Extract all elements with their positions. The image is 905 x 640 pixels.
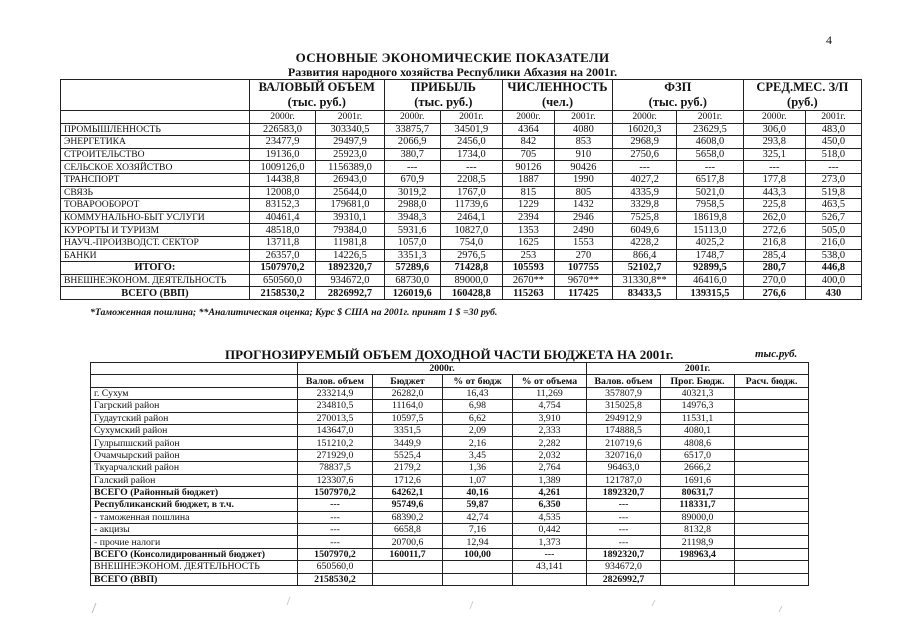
table2-col-header: Расч. бюдж. — [735, 375, 809, 387]
data-cell: 95749,6 — [373, 499, 443, 511]
data-cell: 121787,0 — [587, 474, 661, 486]
row-label: г. Сухум — [91, 387, 298, 399]
data-cell: 320716,0 — [587, 449, 661, 461]
scan-speck — [652, 600, 655, 606]
data-cell: 15113,0 — [677, 224, 743, 237]
data-cell: 3449,9 — [373, 437, 443, 449]
data-cell: 2158530,2 — [249, 287, 315, 300]
data-cell: 2,09 — [443, 424, 513, 436]
data-cell: 79384,0 — [316, 224, 384, 237]
data-cell: 2968,9 — [612, 136, 676, 149]
data-cell: 40321,3 — [661, 387, 735, 399]
table1-group-header: ПРИБЫЛЬ (тыс. руб.) — [384, 80, 502, 111]
data-cell: 26357,0 — [249, 249, 315, 262]
data-cell: 4025,2 — [677, 236, 743, 249]
data-cell: 3948,3 — [384, 211, 440, 224]
budget-table-title: ПРОГНОЗИРУЕМЫЙ ОБЪЕМ ДОХОДНОЙ ЧАСТИ БЮДЖЕТА НА 2001г. — [225, 347, 674, 362]
data-cell: 2666,2 — [661, 462, 735, 474]
data-cell: 78837,5 — [298, 462, 373, 474]
data-cell: 443,3 — [743, 186, 805, 199]
year-header: 2001г. — [440, 111, 502, 124]
data-cell: 1507970,2 — [298, 486, 373, 498]
data-cell: 2066,9 — [384, 136, 440, 149]
data-cell: 3329,8 — [612, 199, 676, 212]
data-cell: --- — [513, 548, 587, 560]
data-cell: 216,0 — [805, 236, 861, 249]
data-cell: 174888,5 — [587, 424, 661, 436]
table1-group-header: ФЗП (тыс. руб.) — [612, 80, 743, 111]
row-label: Галский район — [91, 474, 298, 486]
data-cell: 31330,8** — [612, 274, 676, 287]
data-cell: 4,261 — [513, 486, 587, 498]
data-cell: 64262,1 — [373, 486, 443, 498]
table1-group-header: ЧИСЛЕННОСТЬ (чел.) — [502, 80, 612, 111]
data-cell: 4080 — [554, 123, 612, 136]
data-cell: 68390,2 — [373, 511, 443, 523]
row-label: ТОВАРООБОРОТ — [61, 199, 250, 212]
data-cell: 1,07 — [443, 474, 513, 486]
data-cell: 12,94 — [443, 536, 513, 548]
data-cell: 519,8 — [805, 186, 861, 199]
data-cell: 2,16 — [443, 437, 513, 449]
data-cell: 4228,2 — [612, 236, 676, 249]
data-cell: 2490 — [554, 224, 612, 237]
data-cell: 12008,0 — [249, 186, 315, 199]
data-cell: 446,8 — [805, 262, 861, 275]
data-cell: 3,45 — [443, 449, 513, 461]
data-cell: --- — [440, 161, 502, 174]
data-cell: 272,6 — [743, 224, 805, 237]
scan-speck — [470, 601, 473, 609]
data-cell: --- — [298, 536, 373, 548]
data-cell: 1734,0 — [440, 148, 502, 161]
data-cell: 71428,8 — [440, 262, 502, 275]
row-label: КОММУНАЛЬНО-БЫТ УСЛУГИ — [61, 211, 250, 224]
data-cell: 754,0 — [440, 236, 502, 249]
data-cell: 40461,4 — [249, 211, 315, 224]
data-cell: 126019,6 — [384, 287, 440, 300]
data-cell: 5931,6 — [384, 224, 440, 237]
data-cell: 7525,8 — [612, 211, 676, 224]
data-cell: 1,36 — [443, 462, 513, 474]
data-cell: 6517,0 — [661, 449, 735, 461]
data-cell: 14226,5 — [316, 249, 384, 262]
data-cell: 3,910 — [513, 412, 587, 424]
data-cell: 14976,3 — [661, 400, 735, 412]
data-cell: --- — [677, 161, 743, 174]
data-cell: 115263 — [502, 287, 554, 300]
data-cell: 13711,8 — [249, 236, 315, 249]
table2-year-2001: 2001г. — [587, 363, 809, 375]
row-label: ПРОМЫШЛЕННОСТЬ — [61, 123, 250, 136]
budget-table-unit: тыс.руб. — [755, 348, 798, 360]
data-cell: 20700,6 — [373, 536, 443, 548]
table2-col-header: Валов. объем — [298, 375, 373, 387]
data-cell: 4027,2 — [612, 173, 676, 186]
data-cell: 7,16 — [443, 524, 513, 536]
data-cell: 80631,7 — [661, 486, 735, 498]
data-cell: 853 — [554, 136, 612, 149]
data-cell: 1507970,2 — [249, 262, 315, 275]
data-cell: 5658,0 — [677, 148, 743, 161]
data-cell: 216,8 — [743, 236, 805, 249]
data-cell: 805 — [554, 186, 612, 199]
data-cell: 1892320,7 — [316, 262, 384, 275]
data-cell: 89000,0 — [661, 511, 735, 523]
table2-col-header: % от объема — [513, 375, 587, 387]
data-cell: 2750,6 — [612, 148, 676, 161]
data-cell: 18619,8 — [677, 211, 743, 224]
data-cell: --- — [743, 161, 805, 174]
row-label: Очамчырский район — [91, 449, 298, 461]
data-cell: 5525,4 — [373, 449, 443, 461]
data-cell: 650560,0 — [249, 274, 315, 287]
data-cell: 6049,6 — [612, 224, 676, 237]
row-label: ВНЕШНЕЭКОНОМ. ДЕЯТЕЛЬНОСТЬ — [61, 274, 250, 287]
document-title: ОСНОВНЫЕ ЭКОНОМИЧЕСКИЕ ПОКАЗАТЕЛИ — [295, 50, 610, 65]
data-cell: 23629,5 — [677, 123, 743, 136]
row-label: Гудаутский район — [91, 412, 298, 424]
row-label: - таможенная пошлина — [91, 511, 298, 523]
scan-speck — [287, 597, 290, 605]
data-cell: 29497,9 — [316, 136, 384, 149]
data-cell: --- — [587, 511, 661, 523]
data-cell: 842 — [502, 136, 554, 149]
data-cell: 4080,1 — [661, 424, 735, 436]
year-header: 2000г. — [612, 111, 676, 124]
data-cell: 315025,8 — [587, 400, 661, 412]
data-cell: 105593 — [502, 262, 554, 275]
row-label: СВЯЗЬ — [61, 186, 250, 199]
row-label: ВСЕГО (ВВП) — [61, 287, 250, 300]
row-label: ТРАНСПОРТ — [61, 173, 250, 186]
data-cell: 6,350 — [513, 499, 587, 511]
year-header: 2001г. — [316, 111, 384, 124]
data-cell: 6658,8 — [373, 524, 443, 536]
data-cell: 40,16 — [443, 486, 513, 498]
data-cell: 303340,5 — [316, 123, 384, 136]
data-cell: 4608,0 — [677, 136, 743, 149]
row-label: Гулрыпшский район — [91, 437, 298, 449]
data-cell: 1,373 — [513, 536, 587, 548]
data-cell: 450,0 — [805, 136, 861, 149]
row-label: ВНЕШНЕЭКОНОМ. ДЕЯТЕЛЬНОСТЬ — [91, 561, 298, 573]
data-cell: 117425 — [554, 287, 612, 300]
data-cell: 19136,0 — [249, 148, 315, 161]
data-cell: 538,0 — [805, 249, 861, 262]
data-cell: 262,0 — [743, 211, 805, 224]
row-label: СЕЛЬСКОЕ ХОЗЯЙСТВО — [61, 161, 250, 174]
row-label: Сухумский район — [91, 424, 298, 436]
year-header: 2000г. — [502, 111, 554, 124]
row-label: - акцизы — [91, 524, 298, 536]
data-cell: 100,00 — [443, 548, 513, 560]
data-cell: 96463,0 — [587, 462, 661, 474]
row-label: Республиканский бюджет, в т.ч. — [91, 499, 298, 511]
data-cell: 68730,0 — [384, 274, 440, 287]
data-cell: 3351,3 — [384, 249, 440, 262]
data-cell: 270,0 — [743, 274, 805, 287]
data-cell: --- — [298, 524, 373, 536]
data-cell: 293,8 — [743, 136, 805, 149]
data-cell: 2988,0 — [384, 199, 440, 212]
data-cell: --- — [384, 161, 440, 174]
data-cell: --- — [298, 499, 373, 511]
data-cell: 2179,2 — [373, 462, 443, 474]
data-cell: 285,4 — [743, 249, 805, 262]
data-cell: 90126 — [502, 161, 554, 174]
row-label: НАУЧ.-ПРОИЗВОДСТ. СЕКТОР — [61, 236, 250, 249]
data-cell: 1767,0 — [440, 186, 502, 199]
row-label: Гагрский район — [91, 400, 298, 412]
data-cell: 25923,0 — [316, 148, 384, 161]
data-cell: 2,282 — [513, 437, 587, 449]
table1-group-header: СРЕД.МЕС. З/П (руб.) — [743, 80, 861, 111]
data-cell: 42,74 — [443, 511, 513, 523]
table1-group-header: ВАЛОВЫЙ ОБЪЕМ (тыс. руб.) — [249, 80, 384, 111]
data-cell: 0,442 — [513, 524, 587, 536]
data-cell: 1887 — [502, 173, 554, 186]
data-cell: 1892320,7 — [587, 486, 661, 498]
table2-col-header: Прог. Бюдж. — [661, 375, 735, 387]
data-cell: 89000,0 — [440, 274, 502, 287]
data-cell: 6,98 — [443, 400, 513, 412]
data-cell: 2976,5 — [440, 249, 502, 262]
document-subtitle: Развития народного хозяйства Республики Абхазия на 2001г. — [287, 65, 618, 79]
data-cell: 273,0 — [805, 173, 861, 186]
data-cell: 2456,0 — [440, 136, 502, 149]
data-cell: 526,7 — [805, 211, 861, 224]
data-cell: 294912,9 — [587, 412, 661, 424]
data-cell: 1691,6 — [661, 474, 735, 486]
data-cell: 1712,6 — [373, 474, 443, 486]
data-cell: 26282,0 — [373, 387, 443, 399]
data-cell: 2464,1 — [440, 211, 502, 224]
table2-col-header: Валов. объем — [587, 375, 661, 387]
data-cell: 325,1 — [743, 148, 805, 161]
data-cell: 48518,0 — [249, 224, 315, 237]
year-header: 2001г. — [805, 111, 861, 124]
data-cell: 934672,0 — [316, 274, 384, 287]
data-cell: 815 — [502, 186, 554, 199]
year-header: 2000г. — [249, 111, 315, 124]
row-label: ВСЕГО (Районный бюджет) — [91, 486, 298, 498]
data-cell: --- — [587, 536, 661, 548]
data-cell: 143647,0 — [298, 424, 373, 436]
data-cell: 650560,0 — [298, 561, 373, 573]
data-cell: 179681,0 — [316, 199, 384, 212]
data-cell: 10597,5 — [373, 412, 443, 424]
row-label: - прочие налоги — [91, 536, 298, 548]
data-cell: 11981,8 — [316, 236, 384, 249]
data-cell: 1507970,2 — [298, 548, 373, 560]
data-cell: 1229 — [502, 199, 554, 212]
data-cell: 4364 — [502, 123, 554, 136]
data-cell: 123307,6 — [298, 474, 373, 486]
data-cell: --- — [298, 511, 373, 523]
data-cell: 59,87 — [443, 499, 513, 511]
scan-speck — [92, 603, 96, 613]
data-cell: 280,7 — [743, 262, 805, 275]
page-number: 4 — [826, 33, 832, 47]
data-cell: 83152,3 — [249, 199, 315, 212]
scan-speck — [779, 606, 782, 612]
data-cell: 1,389 — [513, 474, 587, 486]
data-cell: 57289,6 — [384, 262, 440, 275]
data-cell: 39310,1 — [316, 211, 384, 224]
data-cell: 270013,5 — [298, 412, 373, 424]
data-cell: 90426 — [554, 161, 612, 174]
data-cell: 4,535 — [513, 511, 587, 523]
row-label: КУРОРТЫ И ТУРИЗМ — [61, 224, 250, 237]
data-cell: 934672,0 — [587, 561, 661, 573]
data-cell: 5021,0 — [677, 186, 743, 199]
data-cell: 705 — [502, 148, 554, 161]
row-label: БАНКИ — [61, 249, 250, 262]
row-label: ИТОГО: — [61, 262, 250, 275]
data-cell: 160011,7 — [373, 548, 443, 560]
data-cell: 910 — [554, 148, 612, 161]
data-cell: 83433,5 — [612, 287, 676, 300]
data-cell: 1432 — [554, 199, 612, 212]
data-cell: 1990 — [554, 173, 612, 186]
data-cell: 225,8 — [743, 199, 805, 212]
data-cell: 14438,8 — [249, 173, 315, 186]
data-cell: 483,0 — [805, 123, 861, 136]
table1-footnote: *Таможенная пошлина; **Аналитическая оценка; Курс $ США на 2001г. принят 1 $ =30 руб. — [90, 307, 498, 318]
data-cell: 210719,6 — [587, 437, 661, 449]
data-cell: 43,141 — [513, 561, 587, 573]
data-cell: 357807,9 — [587, 387, 661, 399]
data-cell: 33875,7 — [384, 123, 440, 136]
data-cell: 226583,0 — [249, 123, 315, 136]
data-cell: 463,5 — [805, 199, 861, 212]
data-cell: 198963,4 — [661, 548, 735, 560]
data-cell: 670,9 — [384, 173, 440, 186]
data-cell: 2826992,7 — [316, 287, 384, 300]
data-cell: 1892320,7 — [587, 548, 661, 560]
data-cell: 430 — [805, 287, 861, 300]
data-cell: 3019,2 — [384, 186, 440, 199]
row-label: Ткуарчалский район — [91, 462, 298, 474]
data-cell: 26943,0 — [316, 173, 384, 186]
data-cell: 276,6 — [743, 287, 805, 300]
data-cell: 400,0 — [805, 274, 861, 287]
data-cell: 6,62 — [443, 412, 513, 424]
data-cell: 2826992,7 — [587, 573, 661, 585]
year-header: 2001г. — [554, 111, 612, 124]
row-label: ЭНЕРГЕТИКА — [61, 136, 250, 149]
data-cell: 1553 — [554, 236, 612, 249]
row-label: ВСЕГО (ВВП) — [91, 573, 298, 585]
data-cell: 46416,0 — [677, 274, 743, 287]
data-cell: --- — [587, 524, 661, 536]
data-cell: 1156389,0 — [316, 161, 384, 174]
data-cell: 2,764 — [513, 462, 587, 474]
data-cell: 2670** — [502, 274, 554, 287]
data-cell: 505,0 — [805, 224, 861, 237]
data-cell: 2,032 — [513, 449, 587, 461]
table2-col-header: Бюджет — [373, 375, 443, 387]
data-cell: 1009126,0 — [249, 161, 315, 174]
data-cell: 271929,0 — [298, 449, 373, 461]
year-header: 2001г. — [677, 111, 743, 124]
data-cell: 3351,5 — [373, 424, 443, 436]
data-cell: --- — [587, 499, 661, 511]
data-cell: --- — [612, 161, 676, 174]
data-cell: 107755 — [554, 262, 612, 275]
data-cell: 11164,0 — [373, 400, 443, 412]
table2-col-header: % от бюдж — [443, 375, 513, 387]
data-cell: 2158530,2 — [298, 573, 373, 585]
data-cell: 2208,5 — [440, 173, 502, 186]
data-cell: 92899,5 — [677, 262, 743, 275]
data-cell: 270 — [554, 249, 612, 262]
data-cell: 10827,0 — [440, 224, 502, 237]
data-cell: 16,43 — [443, 387, 513, 399]
data-cell: 11,269 — [513, 387, 587, 399]
data-cell: 1353 — [502, 224, 554, 237]
data-cell: 16020,3 — [612, 123, 676, 136]
row-label: ВСЕГО (Консолидированный бюджет) — [91, 548, 298, 560]
year-header: 2000г. — [384, 111, 440, 124]
data-cell: 34501,9 — [440, 123, 502, 136]
data-cell: 118331,7 — [661, 499, 735, 511]
data-cell: 177,8 — [743, 173, 805, 186]
data-cell: 25644,0 — [316, 186, 384, 199]
data-cell: 518,0 — [805, 148, 861, 161]
data-cell: 151210,2 — [298, 437, 373, 449]
data-cell: 52102,7 — [612, 262, 676, 275]
data-cell: 866,4 — [612, 249, 676, 262]
data-cell: 11739,6 — [440, 199, 502, 212]
row-label: СТРОИТЕЛЬСТВО — [61, 148, 250, 161]
data-cell: 306,0 — [743, 123, 805, 136]
data-cell: 4335,9 — [612, 186, 676, 199]
data-cell: 1057,0 — [384, 236, 440, 249]
data-cell: 233214,9 — [298, 387, 373, 399]
data-cell: 8132,8 — [661, 524, 735, 536]
data-cell: 2394 — [502, 211, 554, 224]
data-cell: --- — [805, 161, 861, 174]
data-cell: 139315,5 — [677, 287, 743, 300]
table2-year-2000: 2000г. — [298, 363, 587, 375]
data-cell: 11531,1 — [661, 412, 735, 424]
data-cell: 6517,8 — [677, 173, 743, 186]
data-cell: 2,333 — [513, 424, 587, 436]
data-cell: 4808,6 — [661, 437, 735, 449]
data-cell: 160428,8 — [440, 287, 502, 300]
data-cell: 1625 — [502, 236, 554, 249]
data-cell: 9670** — [554, 274, 612, 287]
data-cell: 4,754 — [513, 400, 587, 412]
data-cell: 23477,9 — [249, 136, 315, 149]
data-cell: 380,7 — [384, 148, 440, 161]
data-cell: 253 — [502, 249, 554, 262]
year-header: 2000г. — [743, 111, 805, 124]
data-cell: 2946 — [554, 211, 612, 224]
data-cell: 1748,7 — [677, 249, 743, 262]
data-cell: 7958,5 — [677, 199, 743, 212]
data-cell: 234810,5 — [298, 400, 373, 412]
data-cell: 21198,9 — [661, 536, 735, 548]
